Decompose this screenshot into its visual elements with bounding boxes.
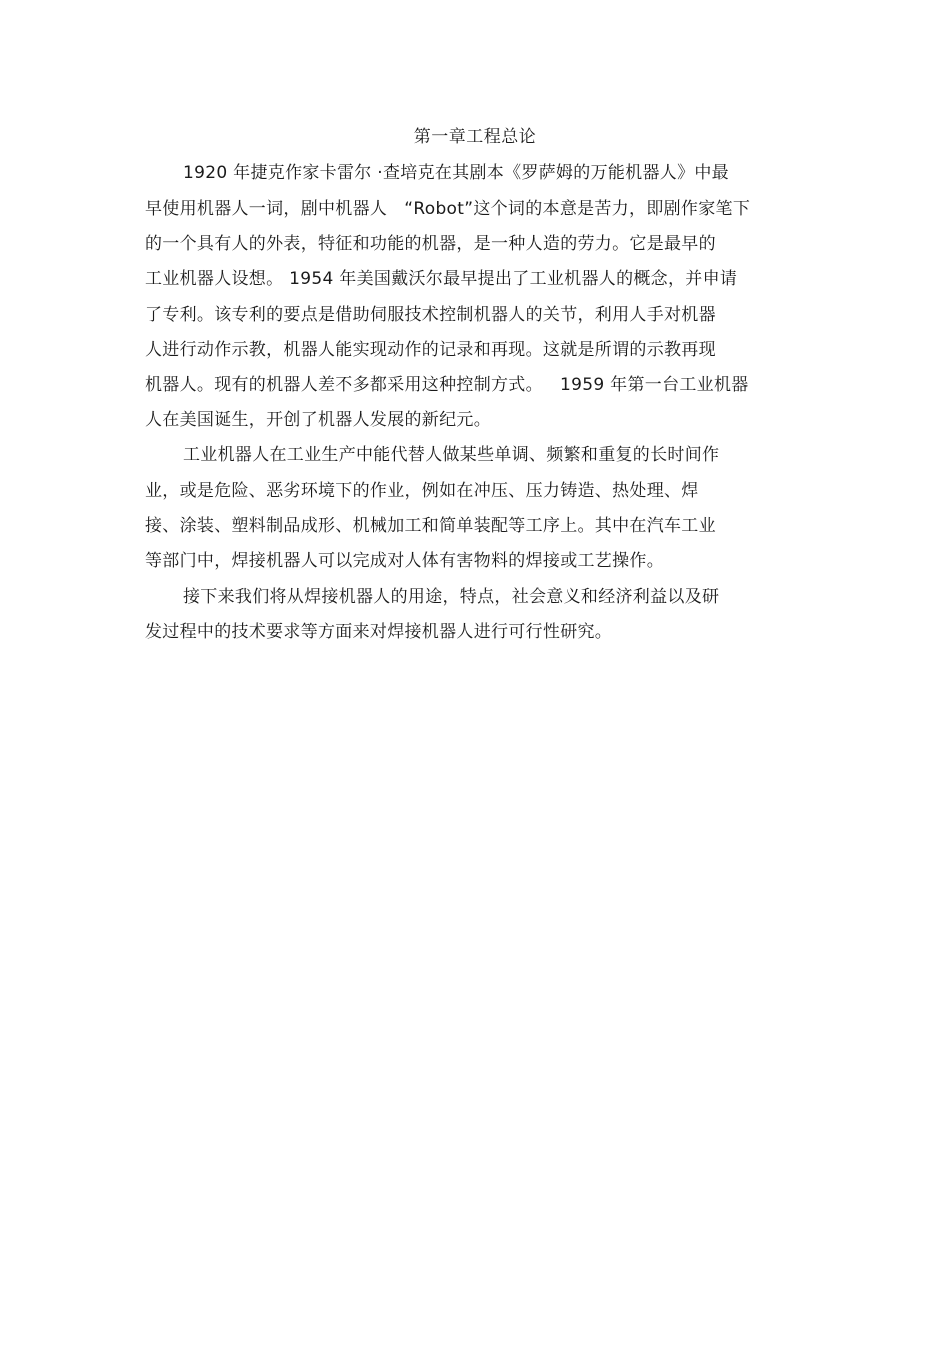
paragraph-line: 工业机器人在工业生产中能代替人做某些单调、频繁和重复的长时间作 [183,445,720,465]
paragraph-line: 工业机器人设想。 1954 年美国戴沃尔最早提出了工业机器人的概念，并申请 [145,269,738,289]
paragraph-line: 接、涂装、塑料制品成形、机械加工和简单装配等工序上。其中在汽车工业 [145,516,716,536]
paragraph-line: 1920 年捷克作家卡雷尔 ·查培克在其剧本《罗萨姆的万能机器人》中最 [183,163,729,183]
paragraph-line: 早使用机器人一词，剧中机器人 “Robot”这个词的本意是苦力，即剧作家笔下 [145,199,751,219]
paragraph-line: 发过程中的技术要求等方面来对焊接机器人进行可行性研究。 [145,622,613,642]
paragraph-line: 人进行动作示教，机器人能实现动作的记录和再现。这就是所谓的示教再现 [145,340,716,360]
paragraph-line: 机器人。现有的机器人差不多都采用这种控制方式。 1959 年第一台工业机器 [145,375,749,395]
paragraph-line: 接下来我们将从焊接机器人的用途，特点，社会意义和经济利益以及研 [183,587,720,607]
chapter-title: 第一章工程总论 [413,127,537,147]
paragraph-line: 的一个具有人的外表，特征和功能的机器，是一种人造的劳力。它是最早的 [145,234,716,254]
paragraph-line: 等部门中，焊接机器人可以完成对人体有害物料的焊接或工艺操作。 [145,551,664,571]
paragraph-line: 了专利。该专利的要点是借助伺服技术控制机器人的关节，利用人手对机器 [145,305,716,325]
paragraph-line: 业，或是危险、恶劣环境下的作业，例如在冲压、压力铸造、热处理、焊 [145,481,699,501]
paragraph-line: 人在美国诞生，开创了机器人发展的新纪元。 [145,410,491,430]
